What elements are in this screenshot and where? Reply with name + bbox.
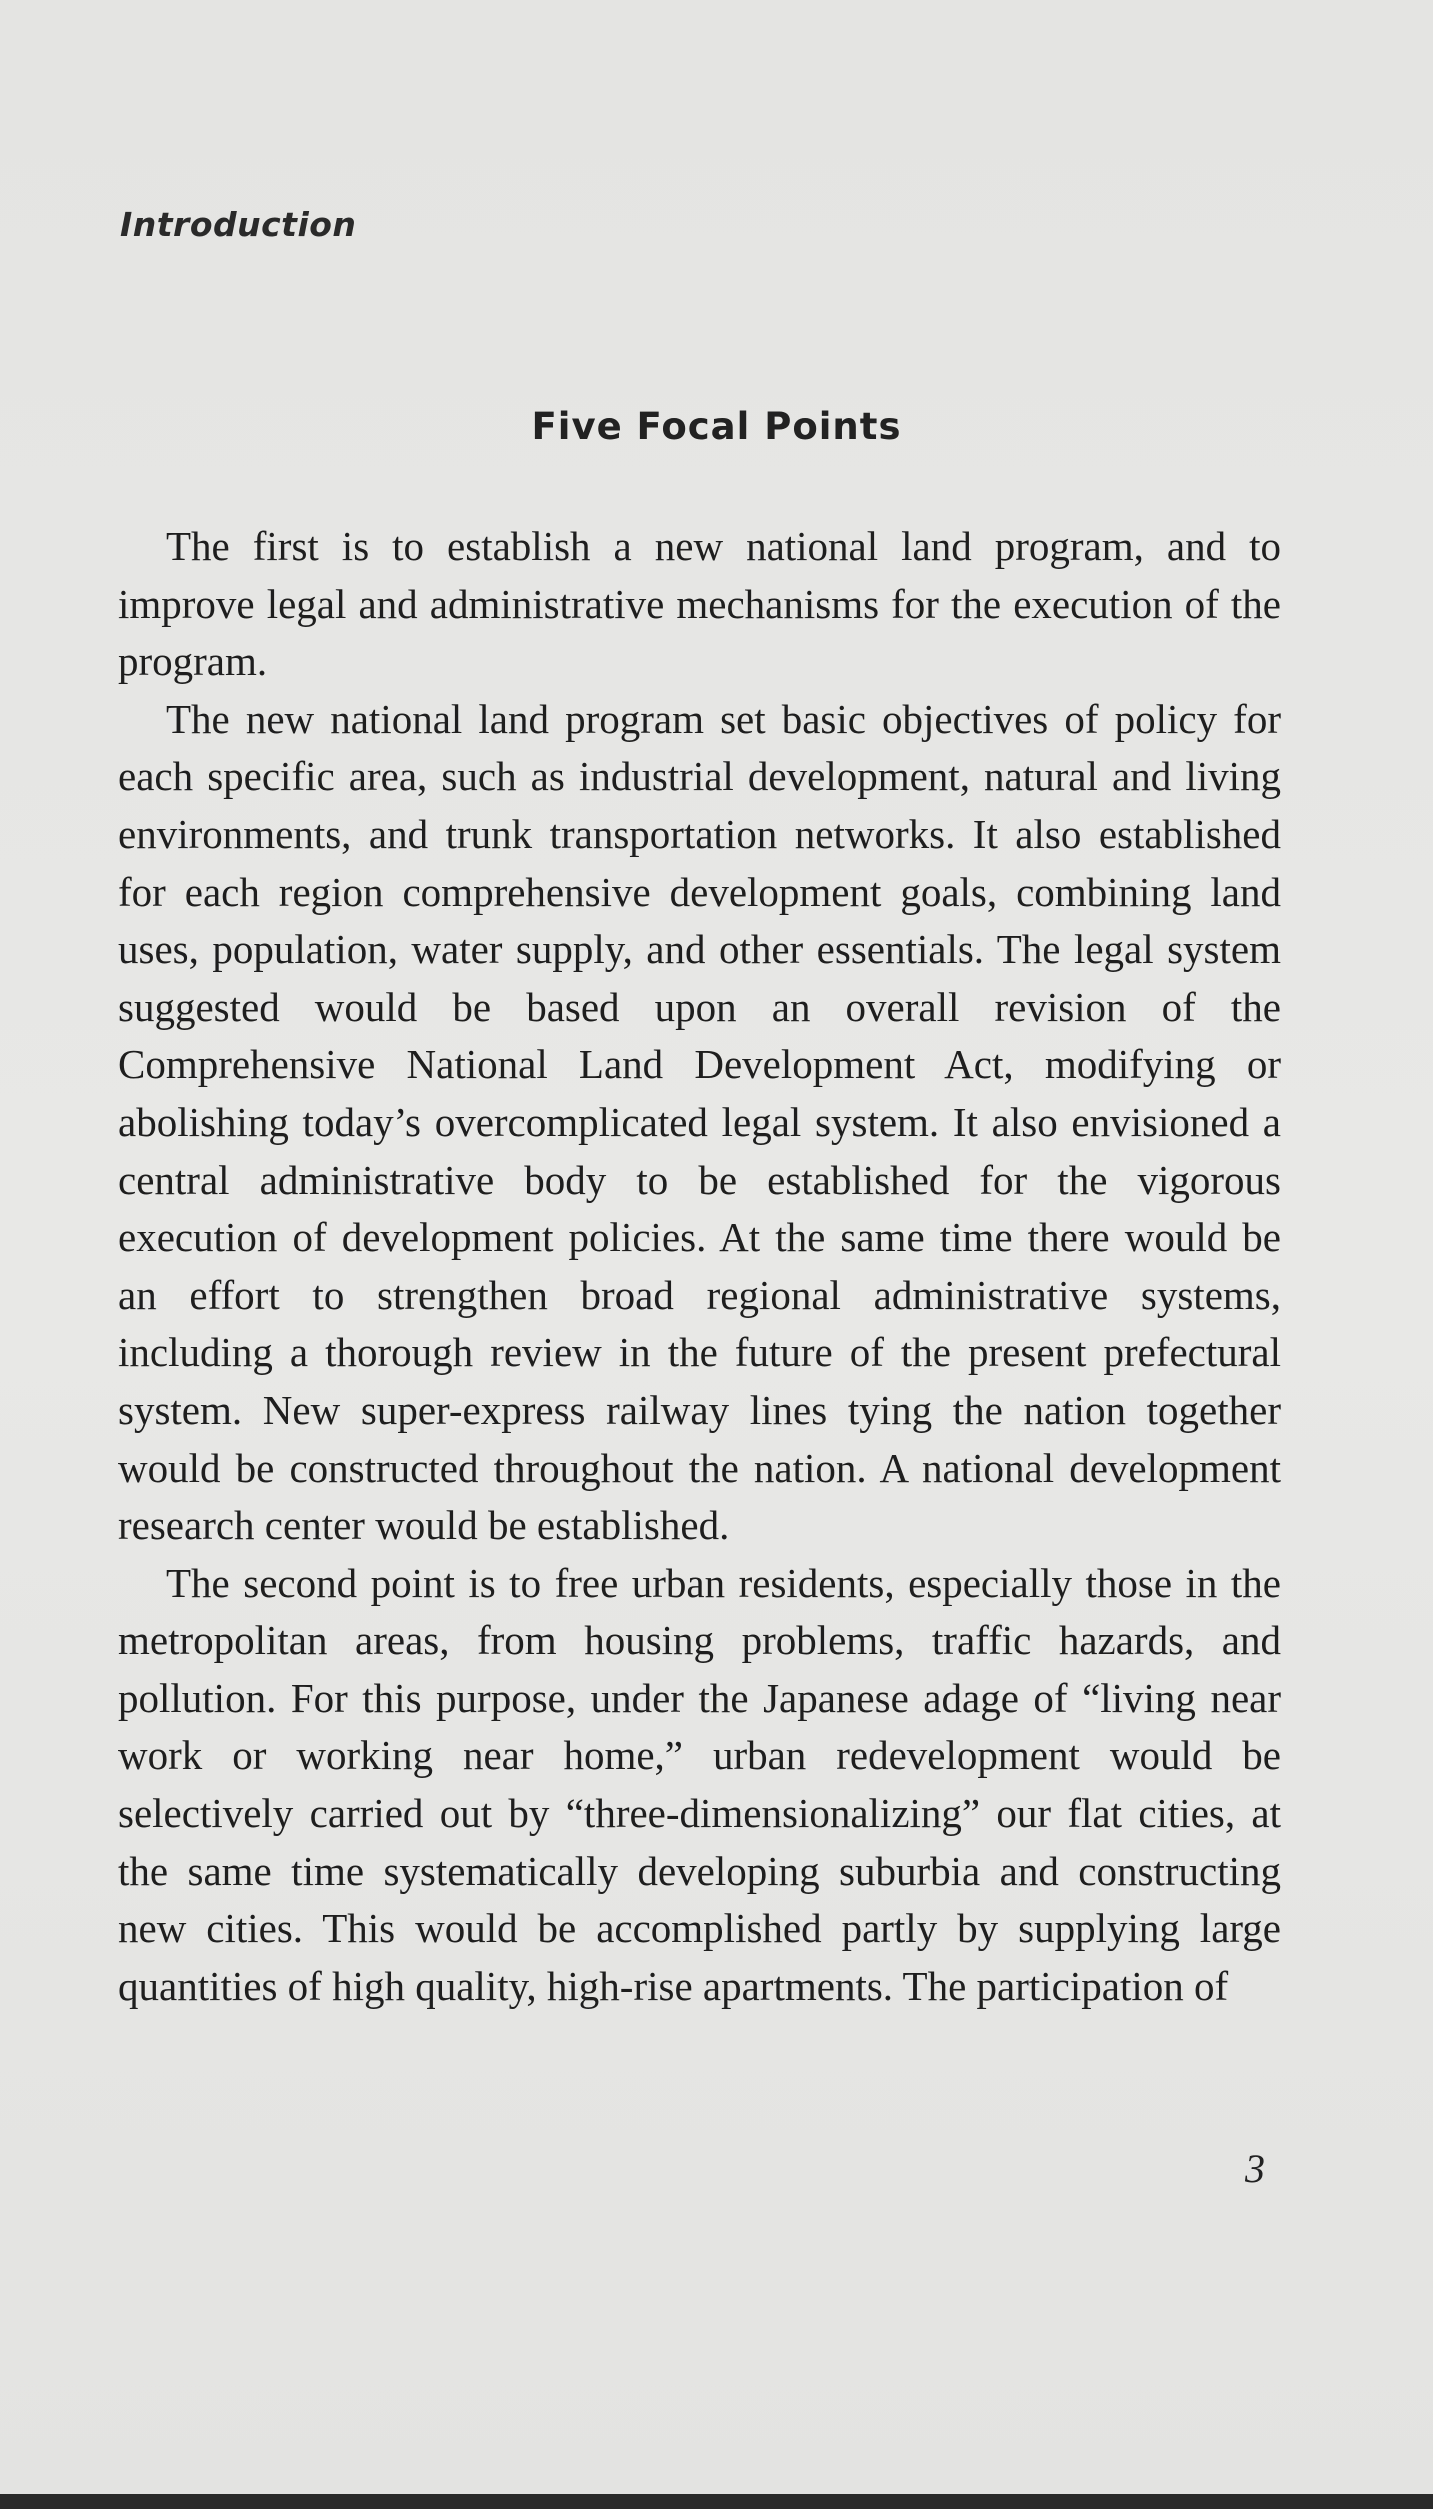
paragraph-land-program: The new national land program set basic objectives of policy for each specific area, such as industrial development, natural and living environments, and trunk transportation networks. It also established for each region comprehensive development goals, combining land uses, population, water supply, and other essentials. The legal system suggested would be based upon an overall revision of the Comprehensive National Land Development Act, modifying or abolishing today’s overcomplicated legal system. It also envisioned a central administrative body to be established for the vigorous execution of development policies. At the same time there would be an effort to strengthen broad regional administrative systems, including a thorough review in the future of the present prefectural system. New super-express railway lines tying the nation together would be constructed throughout the nation. A national development research center would be established. <box>118 695 1281 1549</box>
body-text <box>118 518 1281 2015</box>
section-title: Five Focal Points <box>531 405 902 448</box>
paragraph-second-point: The second point is to free urban residents, especially those in the metropolitan areas, from housing problems, traffic hazards, and pollution. For this purpose, under the Japanese adage of “living near work or working near home,” urban redevelopment would be selectively carried out by “three-dimensionalizing” our flat cities, at the same time systematically developing suburbia and constructing new cities. This would be accomplished partly by supplying large quantities of high quality, high-rise apartments. The participation of <box>118 1559 1281 2009</box>
running-head: Introduction <box>120 205 357 244</box>
page-number: 3 <box>1245 2146 1265 2191</box>
paragraph-first-point: The first is to establish a new national land program, and to improve legal and administrative mechanisms for the execution of the program. <box>118 523 1281 685</box>
page-bottom-edge <box>0 2494 1433 2509</box>
